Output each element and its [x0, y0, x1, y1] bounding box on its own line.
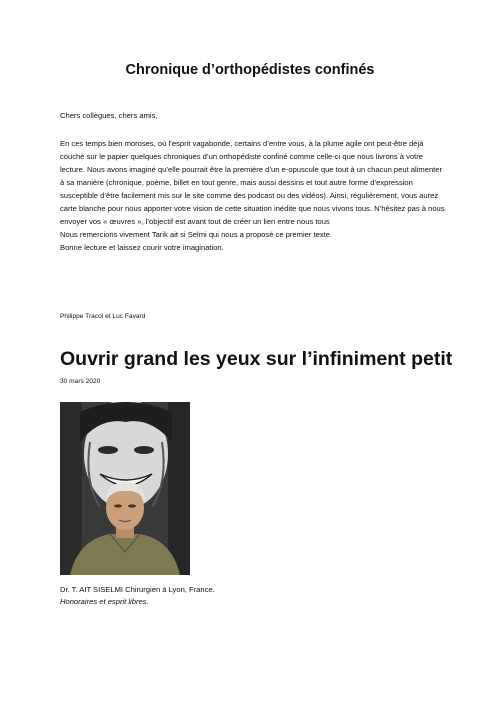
letter-signature: Philippe Tracol et Luc Favard [60, 313, 146, 320]
article-date: 30 mars 2020 [60, 378, 101, 385]
article-title: Ouvrir grand les yeux sur l’infiniment petit [60, 348, 453, 370]
page-title: Chronique d’orthopédistes confinés [125, 62, 375, 78]
letter-paragraph: Bonne lecture et laissez courir votre imagination. [60, 243, 224, 252]
letter-body [60, 137, 445, 254]
letter-paragraph: En ces temps bien moroses, où l’esprit vagabonde, certains d’entre vous, à la plume agile ont peut-être déjà couché sur le papier quelques chroniques d’un orthopédiste confiné comme celle-ci que nous livrons à votre lecture. Nous avons imaginé qu’elle pourrait être la première d’un e-opuscule que tout à un chacun peut alimenter à sa manière (chronique, poème, billet en tout genre, mais aussi dessins et tout autre forme d’expression susceptible d’être facilement mis sur le site comme des podcast ou des vidéos). Ainsi, régulièrement, vous aurez carte blanche pour nous apporter votre vision de cette situation inédite que nous vivons tous. N’hésitez pas à nous envoyer vos « œuvres », l’objectif est avant tout de créer un lien entre nous tous [60, 139, 445, 226]
author-photo-illustration [60, 402, 190, 575]
letter-greeting: Chers collègues, chers amis, [60, 111, 158, 120]
author-photo [60, 402, 190, 575]
photo-caption [60, 584, 215, 608]
letter-paragraph: Nous remercions vivement Tarik ait si Selmi qui nous a proposé ce premier texte. [60, 230, 333, 239]
caption-tagline: Honoraires et esprit libres. [60, 597, 149, 606]
caption-author: Dr. T. AIT SISELMI Chirurgien à Lyon, France. [60, 585, 215, 594]
